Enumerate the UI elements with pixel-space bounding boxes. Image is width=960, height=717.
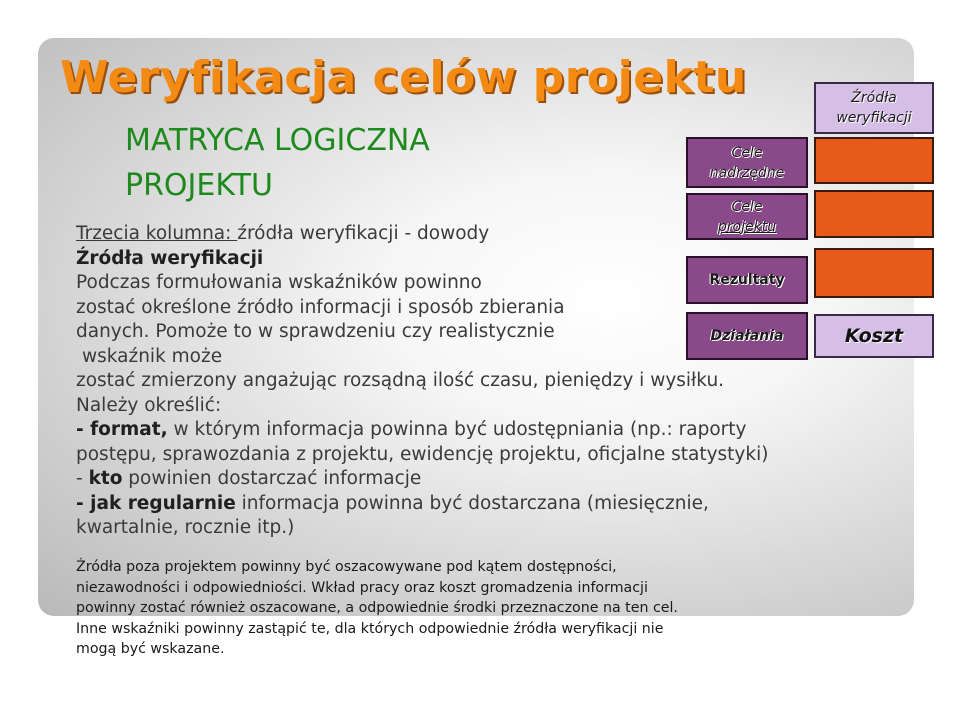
rezultaty-label: Rezultaty (709, 272, 785, 288)
notes-line-2: niezawodności i odpowiedniości. Wkład pracy oraz koszt gromadzenia informacji (76, 579, 648, 596)
slide-title: Weryfikacja celów projektu (60, 52, 747, 103)
cele-projektu-line-2: projektu (717, 218, 777, 235)
slide-subtitle (125, 118, 430, 208)
notes-line-4: Inne wskaźniki powinny zastąpić te, dla których odpowiednie źródła weryfikacji nie (76, 620, 664, 637)
body-line-12-bold: - jak regularnie (76, 492, 236, 514)
koszt-label: Koszt (844, 325, 904, 347)
matrix-header-zrodla-weryfikacji (814, 82, 934, 134)
body-line-12-rest: informacja powinna być dostarczana (miesięcznie, (235, 492, 709, 514)
notes-line-1: Źródła poza projektem powinny być oszacowywane pod kątem dostępności, (76, 559, 617, 575)
matrix-row-cele-nadrzedne (686, 137, 808, 188)
subtitle-line-2: PROJEKTU (125, 168, 273, 203)
matrix-cell-nadrzedne-zrodla (814, 137, 934, 184)
body-line-12 (76, 492, 916, 517)
body-line-9-rest: w którym informacja powinna być udostępniania (np.: raporty (167, 419, 747, 440)
dzialania-label: Działania (710, 328, 784, 344)
body-line-9 (76, 418, 916, 443)
cele-nadrzedne-line-1: Cele (731, 144, 763, 161)
matrix-header-line-2: weryfikacji (836, 110, 912, 126)
body-line-11-bold: kto (88, 468, 123, 489)
body-text (76, 222, 916, 541)
matrix-header-line-1: Źródła (851, 90, 897, 106)
body-line-2: Źródła weryfikacji (76, 247, 264, 269)
body-line-11 (76, 467, 916, 492)
notes-text (76, 557, 896, 660)
body-line-11-rest: powinien dostarczać informacje (122, 468, 422, 489)
body-line-6: wskaźnik może (82, 345, 223, 367)
body-line-5: danych. Pomoże to w sprawdzeniu czy realistycznie (76, 321, 555, 342)
notes-line-3: powinny zostać również oszacowane, a odpowiednie środki przeznaczone na ten cel. (76, 600, 678, 616)
body-line-9-bold: - format, (76, 419, 168, 440)
subtitle-line-1: MATRYCA LOGICZNA (125, 123, 430, 158)
body-line-1-underlined: Trzecia kolumna: (76, 223, 238, 244)
body-line-1 (76, 222, 916, 247)
body-line-7: zostać zmierzony angażując rozsądną ilość czasu, pieniędzy i wysiłku. (76, 370, 725, 391)
cele-nadrzedne-line-2: nadrzędne (709, 164, 785, 181)
body-line-3: Podczas formułowania wskaźników powinno (76, 272, 482, 293)
cele-projektu-line-1: Cele (731, 198, 763, 215)
body-line-13: kwartalnie, rocznie itp.) (76, 517, 295, 538)
notes-line-5: mogą być wskazane. (76, 641, 225, 657)
body-line-8: Należy określić: (76, 394, 222, 416)
body-line-1-rest: źródła weryfikacji - dowody (237, 223, 490, 244)
body-line-10: postępu, sprawozdania z projektu, ewidencję projektu, oficjalne statystyki) (76, 443, 769, 465)
body-line-4: zostać określone źródło informacji i sposób zbierania (76, 296, 565, 318)
body-line-11-prefix: - (76, 468, 89, 489)
